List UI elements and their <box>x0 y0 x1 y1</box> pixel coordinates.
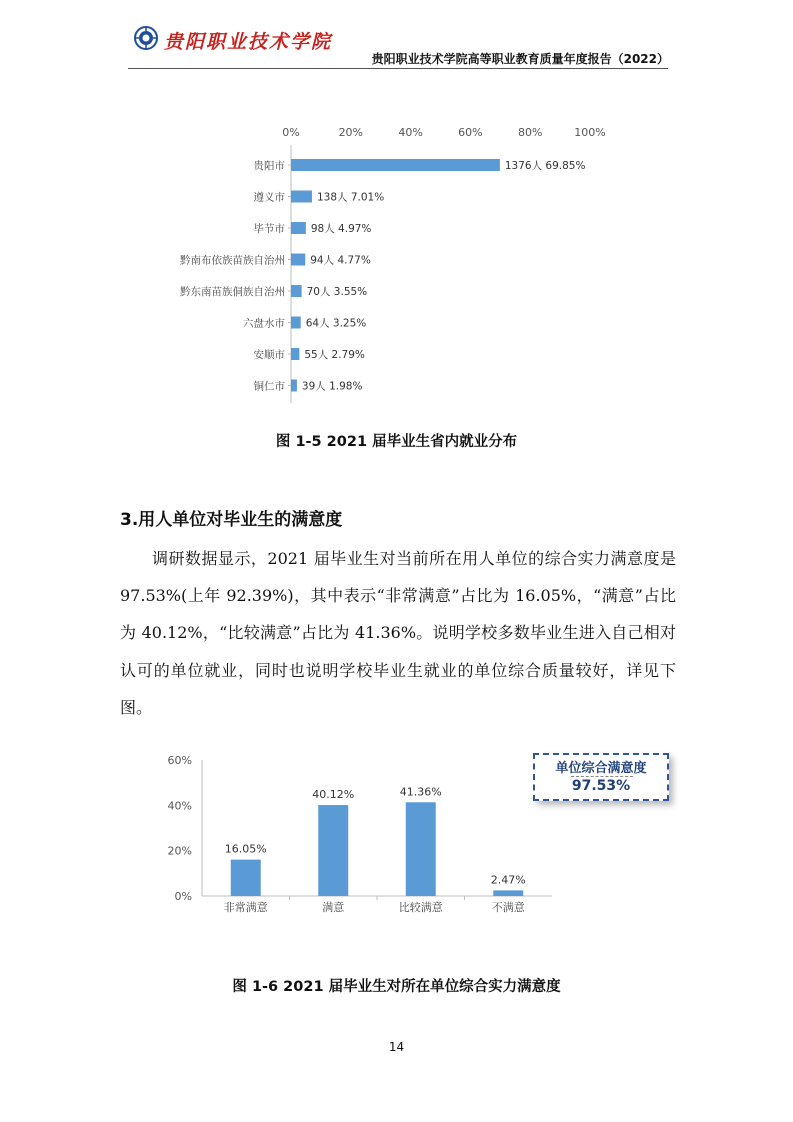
bar <box>291 254 305 266</box>
satisfaction-callout-value: 97.53% <box>571 778 631 794</box>
y-tick-label: 0% <box>174 890 192 903</box>
satisfaction-callout <box>533 753 669 801</box>
data-label: 64人 3.25% <box>305 317 367 330</box>
category-label: 不满意 <box>491 901 525 914</box>
x-tick-label: 40% <box>398 126 423 139</box>
employer-satisfaction-chart <box>160 750 560 920</box>
category-label: 铜仁市 <box>253 380 285 393</box>
satisfaction-callout-title: 单位综合满意度 <box>555 761 647 776</box>
bar <box>291 191 312 203</box>
y-tick-label: 60% <box>167 754 192 767</box>
category-label: 安顺市 <box>253 349 285 361</box>
bar <box>318 805 348 896</box>
data-label: 1376人 69.85% <box>504 160 586 172</box>
data-label: 138人 7.01% <box>316 191 385 204</box>
category-label: 六盘水市 <box>243 317 285 330</box>
y-tick-label: 40% <box>167 799 192 813</box>
data-label: 98人 4.97% <box>310 223 372 235</box>
data-label: 2.47% <box>490 873 526 887</box>
data-label: 40.12% <box>312 788 355 802</box>
x-tick-label: 60% <box>458 126 483 139</box>
body-paragraph: 调研数据显示，2021 届毕业生对当前所在用人单位的综合实力满意度是 97.53%(上年 92.39%)，其中表示“非常满意”占比为 16.05%，“满意”占比为 40.12%，“比较满意”占比为 41.36%。说明学校多数毕业生进入自己相对认可的单位就业，同时也说明学校毕业生就业的单位综合质量较好，详见下图。 <box>120 549 676 717</box>
callout-divider <box>571 776 633 777</box>
x-tick-label: 100% <box>574 126 606 139</box>
x-tick-label: 80% <box>517 126 543 139</box>
employment-distribution-chart <box>170 118 620 408</box>
section-heading: 3.用人单位对毕业生的满意度 <box>120 510 343 530</box>
bar <box>493 890 523 896</box>
bar <box>291 222 306 234</box>
data-label: 70人 3.55% <box>306 286 368 298</box>
page-number: 14 <box>388 1040 405 1054</box>
figure-1-6-caption: 图 1-6 2021 届毕业生对所在单位综合实力满意度 <box>232 979 561 995</box>
school-logo <box>134 26 344 52</box>
x-tick-label: 0% <box>282 126 300 139</box>
y-tick-label: 20% <box>167 844 192 858</box>
category-label: 满意 <box>322 901 345 914</box>
category-label: 黔东南苗族侗族自治州 <box>180 286 285 298</box>
figure-1-5-caption: 图 1-5 2021 届毕业生省内就业分布 <box>275 434 518 450</box>
bar <box>291 380 297 392</box>
page-header <box>0 0 793 70</box>
category-label: 黔南布依族苗族自治州 <box>180 254 285 267</box>
report-title: 贵阳职业技术学院高等职业教育质量年度报告（2022） <box>371 52 669 66</box>
data-label: 39人 1.98% <box>301 380 363 393</box>
bar <box>291 159 500 171</box>
data-label: 16.05% <box>224 842 267 856</box>
category-label: 比较满意 <box>398 901 443 914</box>
category-label: 贵阳市 <box>253 160 285 172</box>
category-label: 遵义市 <box>253 191 285 204</box>
data-label: 94人 4.77% <box>310 254 371 267</box>
logo-text: 贵阳职业技术学院 <box>164 31 333 53</box>
x-tick-label: 20% <box>338 126 364 139</box>
bar <box>291 348 299 360</box>
header-divider <box>128 68 668 69</box>
category-label: 毕节市 <box>253 223 285 235</box>
bar <box>231 860 261 896</box>
bar <box>406 802 436 896</box>
bar <box>291 285 302 297</box>
school-emblem-icon <box>134 26 158 50</box>
data-label: 55人 2.79% <box>304 349 365 361</box>
bar <box>291 317 301 329</box>
data-label: 41.36% <box>399 785 442 799</box>
category-label: 非常满意 <box>223 901 268 914</box>
